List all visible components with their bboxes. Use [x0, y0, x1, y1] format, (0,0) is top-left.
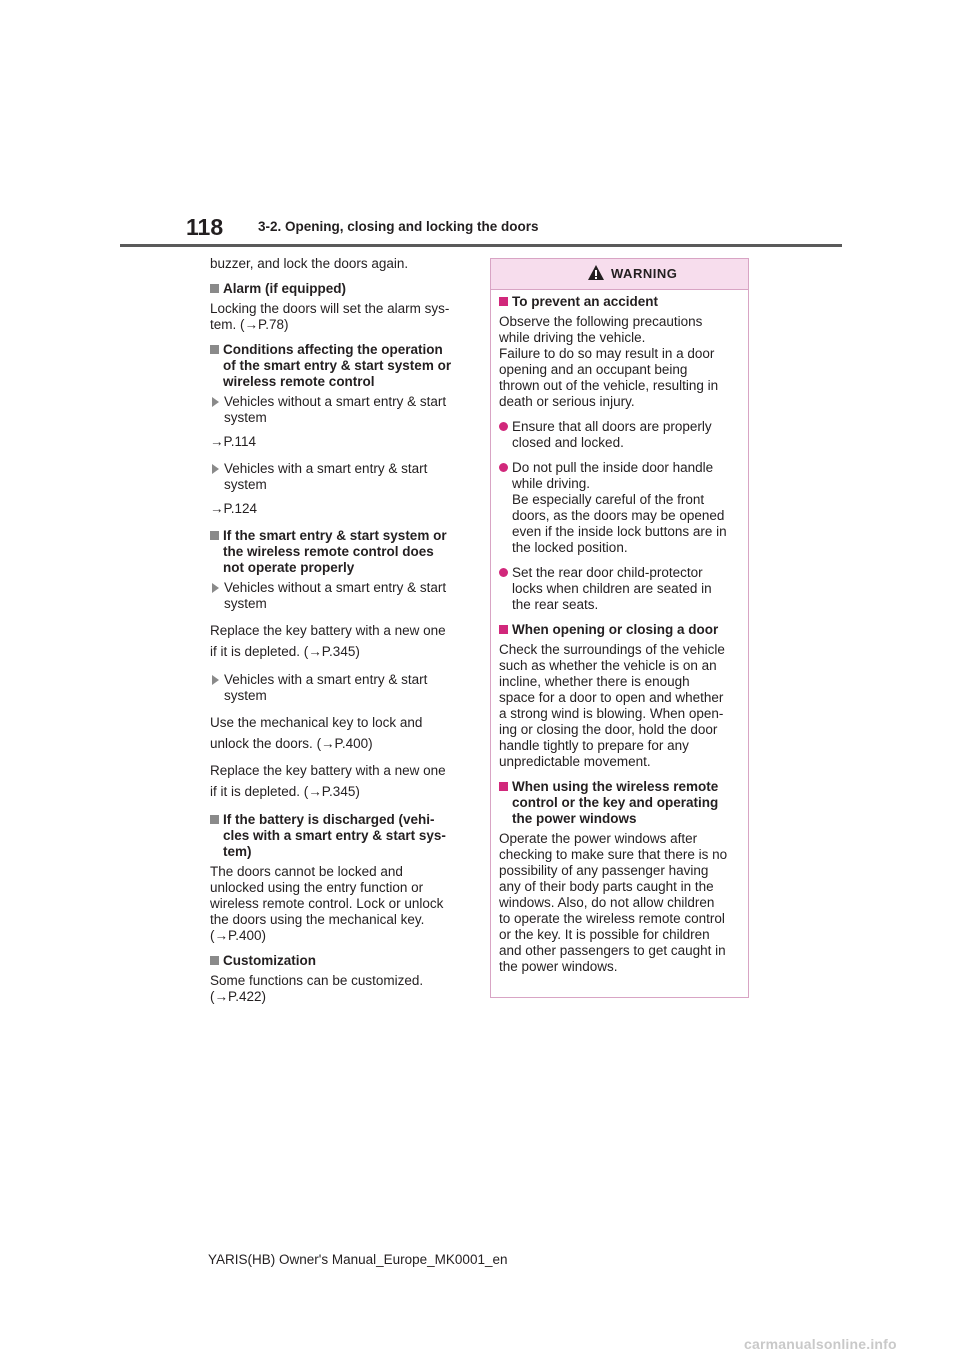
left-column — [210, 256, 466, 1014]
warning-header — [491, 259, 748, 290]
conditions-heading: Conditions affecting the operation of the smart entry & start system or wireless remote control — [210, 342, 466, 390]
not-operate-text-mechanical: Use the mechanical key to lock and unlock the doors. (→P.400) — [210, 715, 423, 751]
opening-closing-heading: When opening or closing a door — [499, 622, 740, 638]
header-rule — [120, 244, 842, 247]
triangle-bullet-icon — [212, 464, 219, 474]
footer-manual-id: YARIS(HB) Owner's Manual_Europe_MK0001_en — [208, 1252, 508, 1267]
conditions-ref-with: →P.124 — [210, 501, 258, 516]
battery-heading: If the battery is discharged (vehi- cles with a smart entry & start sys- tem) — [210, 812, 466, 860]
warning-triangle-icon — [587, 264, 605, 281]
warning-bullet-item: Do not pull the inside door handle while driving. Be especially careful of the front doors, as the doors may be opened even if the inside lock buttons are in the locked position. — [499, 460, 740, 556]
not-operate-heading: If the smart entry & start system or the wireless remote control does not operate properly — [210, 528, 466, 576]
warning-bullet-item: Ensure that all doors are properly closed and locked. — [499, 419, 740, 451]
not-operate-sub-without: Vehicles without a smart entry & start system — [210, 580, 466, 612]
warning-title: WARNING — [611, 266, 678, 281]
battery-text: The doors cannot be locked and unlocked using the entry function or wireless remote control. Lock or unlock the doors using the mechanical key. (→P.400) — [210, 864, 444, 943]
conditions-sub-without: Vehicles without a smart entry & start system — [210, 394, 466, 426]
page-number: 118 — [186, 214, 224, 240]
page-header — [186, 214, 746, 244]
alarm-heading: Alarm (if equipped) — [210, 281, 466, 297]
triangle-bullet-icon — [212, 675, 219, 685]
not-operate-text-battery: Replace the key battery with a new one if it is depleted. (→P.345) — [210, 763, 446, 799]
triangle-bullet-icon — [212, 583, 219, 593]
wireless-remote-text: Operate the power windows after checking to make sure that there is no possibility of any passenger having any of their body parts caught in the windows. Also, do not allow children to operate the wireless remote control or the key. It is possible for children and other passengers to get caught in the power windows. — [499, 831, 728, 974]
warning-body — [491, 290, 748, 975]
section-title: 3-2. Opening, closing and locking the doors — [258, 219, 539, 234]
warning-box — [490, 258, 749, 998]
watermark: carmanualsonline.info — [744, 1336, 897, 1352]
triangle-bullet-icon — [212, 397, 219, 407]
not-operate-text-without: Replace the key battery with a new one if it is depleted. (→P.345) — [210, 623, 446, 659]
intro-text: buzzer, and lock the doors again. — [210, 256, 409, 271]
alarm-text: Locking the doors will set the alarm sys- tem. (→P.78) — [210, 301, 450, 332]
prevent-accident-text: Observe the following precautions while driving the vehicle. Failure to do so may result in a door opening and an occupant being thrown out of the vehicle, resulting in death or serious injury. — [499, 314, 719, 409]
customization-heading: Customization — [210, 953, 466, 969]
not-operate-sub-with: Vehicles with a smart entry & start system — [210, 672, 466, 704]
conditions-ref-without: →P.114 — [210, 434, 257, 449]
customization-text: Some functions can be customized. (→P.422) — [210, 973, 424, 1004]
wireless-remote-heading: When using the wireless remote control or the key and operating the power windows — [499, 779, 740, 827]
conditions-sub-with: Vehicles with a smart entry & start system — [210, 461, 466, 493]
prevent-accident-heading: To prevent an accident — [499, 294, 740, 310]
warning-bullet-item: Set the rear door child-protector locks when children are seated in the rear seats. — [499, 565, 740, 613]
opening-closing-text: Check the surroundings of the vehicle such as whether the vehicle is on an incline, whether there is enough space for a door to open and whether a strong wind is blowing. When open- ing or closing the door, hold the door handle tightly to prepare for any unpredictable movement. — [499, 642, 725, 769]
